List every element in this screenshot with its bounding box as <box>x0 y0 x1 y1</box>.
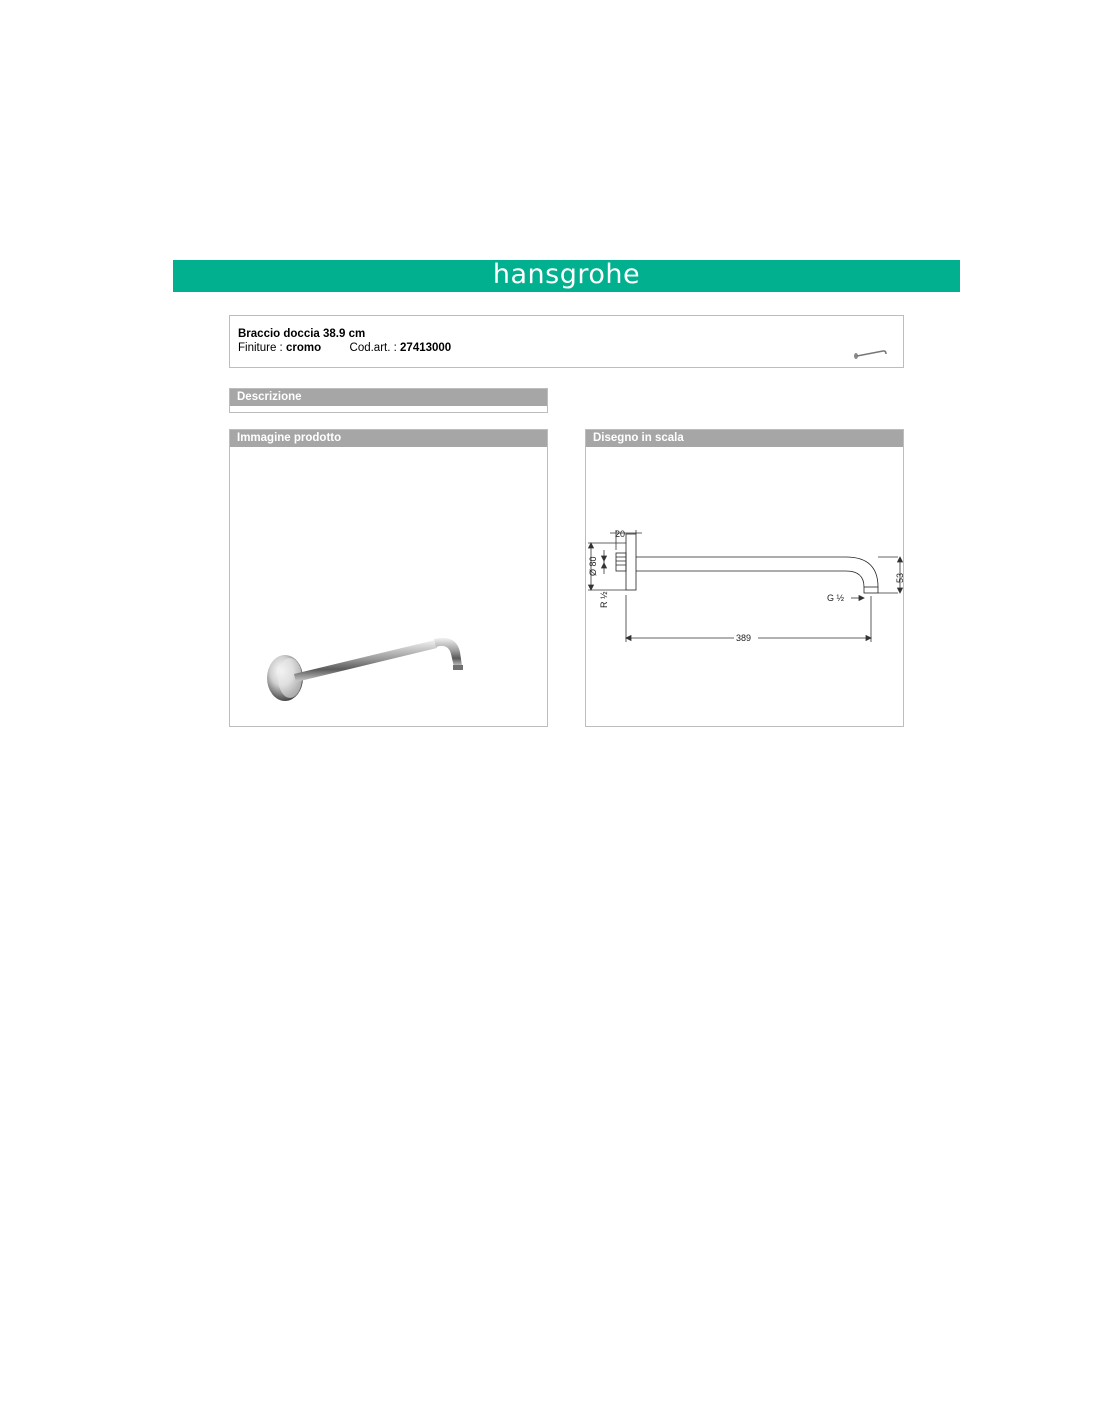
scale-drawing-heading: Disegno in scala <box>586 430 903 447</box>
product-image-panel <box>229 429 548 727</box>
code-label: Cod.art. : <box>349 342 397 354</box>
dimension-diameter: Ø 80 <box>588 556 598 576</box>
finish-label: Finiture : <box>238 342 283 354</box>
technical-drawing <box>586 430 903 726</box>
dimension-length: 389 <box>736 633 752 643</box>
product-summary <box>229 315 904 368</box>
hansgrohe-logo: hansgrohe <box>492 259 641 290</box>
shower-arm-thumbnail-icon <box>853 346 889 360</box>
scale-drawing-panel <box>585 429 904 727</box>
brand-header <box>173 260 960 292</box>
finish-value: cromo <box>285 342 322 354</box>
dimension-depth: 20 <box>615 529 626 539</box>
code-value: 27413000 <box>400 342 452 354</box>
product-image-heading: Immagine prodotto <box>230 430 547 447</box>
shower-arm-photo <box>230 430 547 726</box>
dimension-height: 53 <box>895 572 905 583</box>
description-heading: Descrizione <box>230 389 547 406</box>
description-panel <box>229 388 548 413</box>
product-meta <box>238 342 451 354</box>
dimension-thread-out: G ½ <box>827 593 845 603</box>
dimension-thread-in: R ½ <box>599 591 609 608</box>
product-title: Braccio doccia 38.9 cm <box>238 328 366 340</box>
